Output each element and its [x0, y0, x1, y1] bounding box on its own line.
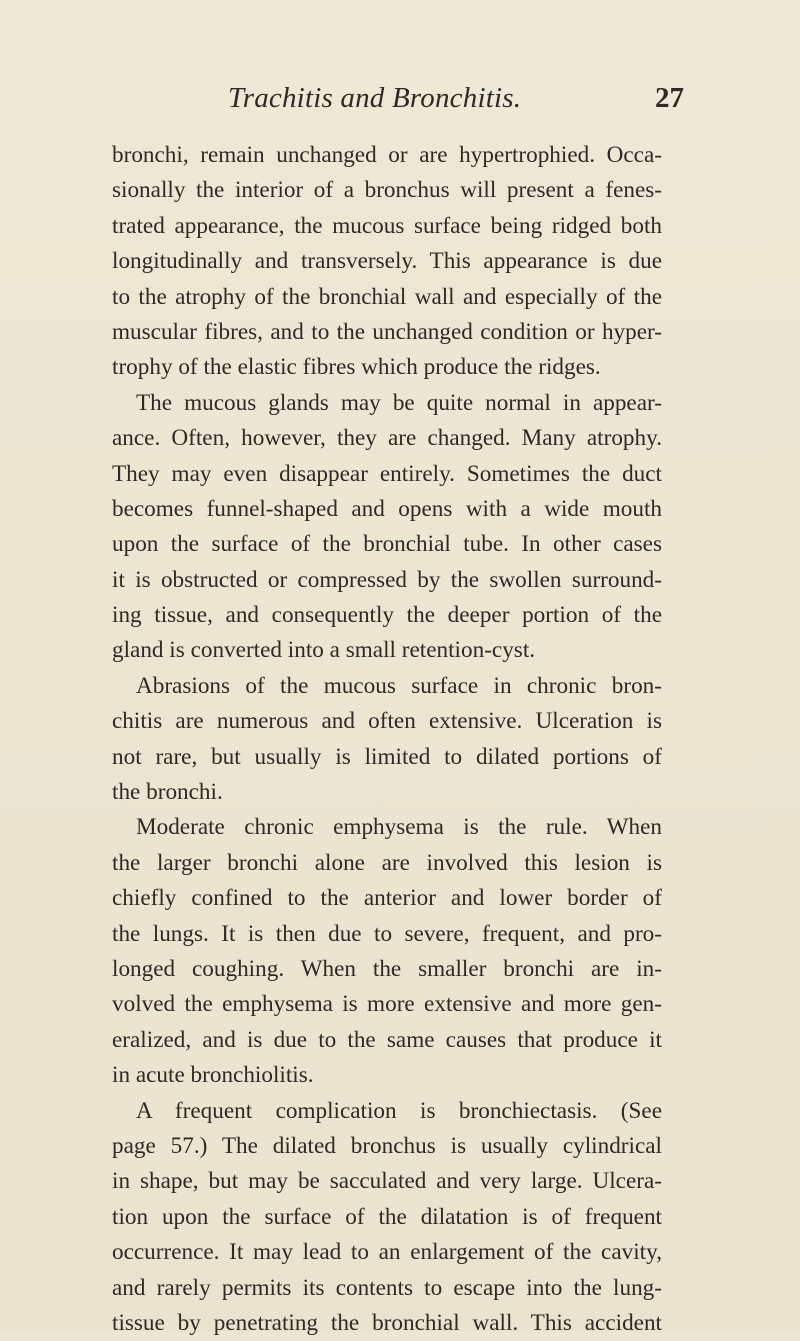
text-line: the bronchi. [112, 779, 223, 806]
text-line: trated appearance, the mucous surface being ridged both [112, 212, 662, 239]
text-line: the larger bronchi alone are involved this lesion is [112, 849, 662, 876]
text-line: longed coughing. When the smaller bronchi are in- [112, 955, 662, 982]
text-line: chitis are numerous and often extensive. Ulceration is [112, 708, 662, 735]
running-title: Trachitis and Bronchitis. [228, 82, 522, 114]
text-line: becomes funnel-shaped and opens with a wide mouth [112, 495, 662, 522]
text-line: tion upon the surface of the dilatation is of frequent [112, 1203, 662, 1230]
text-line: Abrasions of the mucous surface in chronic bron- [136, 672, 662, 699]
text-line: in shape, but may be sacculated and very large. Ulcera- [112, 1168, 662, 1195]
text-line: bronchi, remain unchanged or are hypertrophied. Occa- [112, 142, 662, 168]
page-number: 27 [655, 82, 684, 114]
text-line: longitudinally and transversely. This appearance is due [112, 248, 662, 275]
text-line: in acute bronchiolitis. [112, 1062, 314, 1089]
text-line: to the atrophy of the bronchial wall and especially of the [112, 283, 662, 310]
text-line: trophy of the elastic fibres which produce the ridges. [112, 354, 601, 381]
body-text [112, 138, 662, 1341]
text-line: sionally the interior of a bronchus will present a fenes- [112, 177, 662, 204]
text-line: volved the emphysema is more extensive and more gen- [112, 991, 662, 1018]
text-line: A frequent complication is bronchiectasis. (See [136, 1097, 662, 1124]
running-head [0, 82, 800, 122]
text-line: ing tissue, and consequently the deeper portion of the [112, 602, 662, 629]
text-line: Moderate chronic emphysema is the rule. When [136, 814, 662, 841]
text-line: eralized, and is due to the same causes that produce it [112, 1026, 662, 1053]
text-line: chiefly confined to the anterior and lower border of [112, 885, 662, 912]
text-line: not rare, but usually is limited to dilated portions of [112, 743, 662, 770]
text-line: gland is converted into a small retention-cyst. [112, 637, 536, 664]
text-line: They may even disappear entirely. Sometimes the duct [112, 460, 662, 487]
text-line: page 57.) The dilated bronchus is usually cylindrical [112, 1132, 662, 1159]
text-line: upon the surface of the bronchial tube. In other cases [112, 531, 662, 558]
text-line: tissue by penetrating the bronchial wall. This accident [112, 1309, 662, 1336]
text-line: The mucous glands may be quite normal in appear- [136, 389, 662, 416]
text-line: it is obstructed or compressed by the swollen surround- [112, 566, 662, 593]
text-line: muscular fibres, and to the unchanged condition or hyper- [112, 318, 662, 345]
text-line: occurrence. It may lead to an enlargement of the cavity, [112, 1239, 662, 1266]
text-line: the lungs. It is then due to severe, frequent, and pro- [112, 920, 662, 947]
text-line: ance. Often, however, they are changed. Many atrophy. [112, 425, 662, 452]
text-line: and rarely permits its contents to escape into the lung- [112, 1274, 662, 1301]
